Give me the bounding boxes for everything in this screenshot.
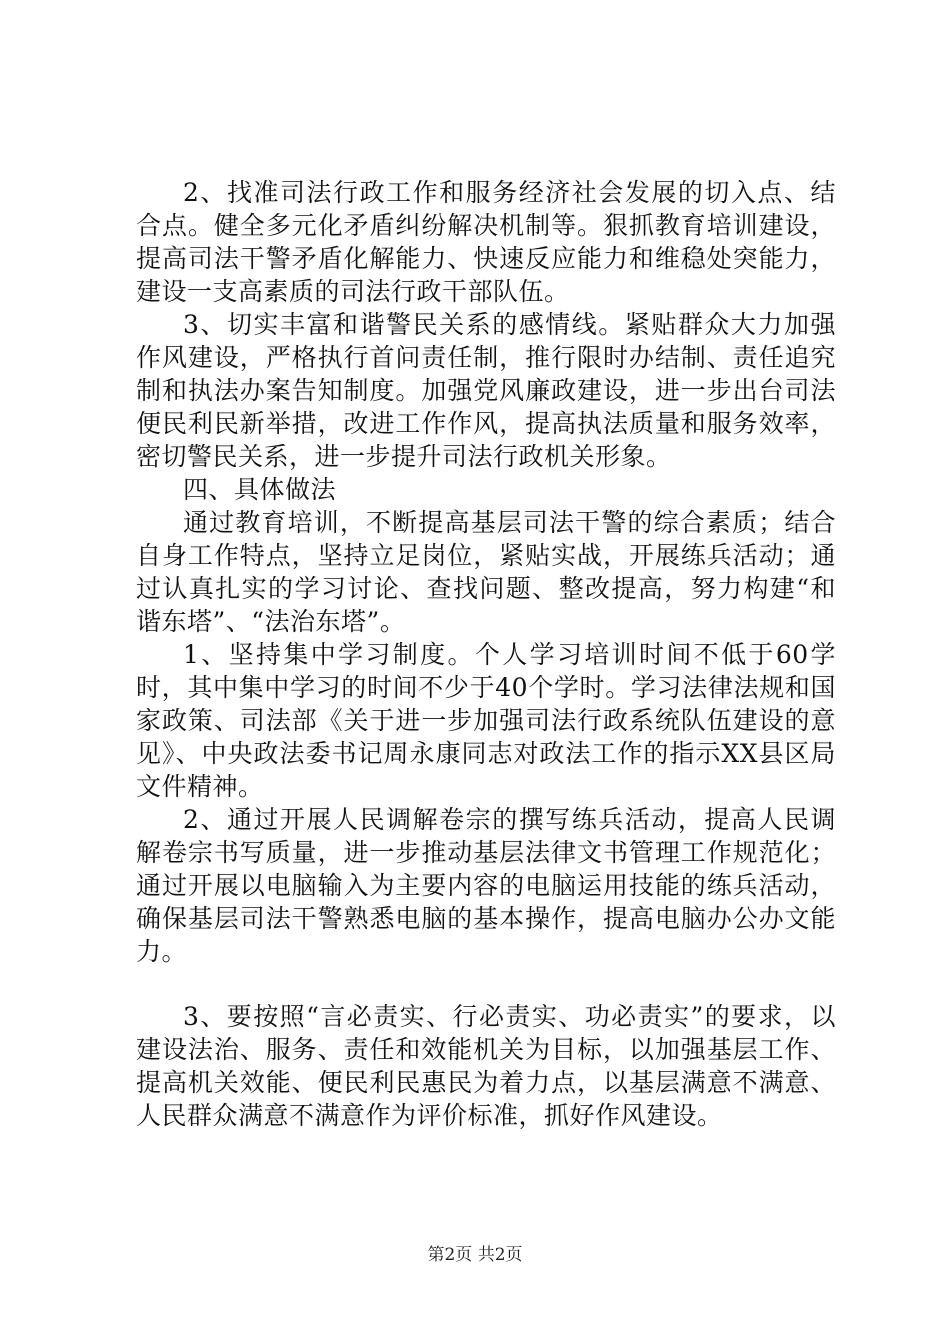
paragraph-training-intro: 通过教育培训，不断提高基层司法干警的综合素质；结合自身工作特点，坚持立足岗位，紧贴实战，开展练兵活动；通过认真扎实的学习讨论、查找问题、整改提高，努力构建“和谐东塔”、“法治东塔”。 <box>136 508 836 636</box>
page-number-footer: 第2页 共2页 <box>427 1245 523 1265</box>
paragraph-3-police-relations: 3、切实丰富和谐警民关系的感情线。紧贴群众大力加强作风建设，严格执行首问责任制，推行限时办结制、责任追究制和执法办案告知制度。加强党风廉政建设，进一步出台司法便民利民新举措，改进工作作风，提高执法质量和服务效率，密切警民关系，进一步提升司法行政机关形象。 <box>136 310 836 471</box>
paragraph-2-mediation-training: 2、通过开展人民调解卷宗的撰写练兵活动，提高人民调解卷宗书写质量，进一步推动基层法律文书管理工作规范化；通过开展以电脑输入为主要内容的电脑运用技能的练兵活动，确保基层司法干警熟悉电脑的基本操作，提高电脑办公办文能力。 <box>136 805 836 966</box>
paragraph-2-entry-point: 2、找准司法行政工作和服务经济社会发展的切入点、结合点。健全多元化矛盾纠纷解决机制等。狠抓教育培训建设，提高司法干警矛盾化解能力、快速反应能力和维稳处突能力，建设一支高素质的司法行政干部队伍。 <box>136 178 836 306</box>
paragraph-1-study-system: 1、坚持集中学习制度。个人学习培训时间不低于60学时，其中集中学习的时间不少于40个学时。学习法律法规和国家政策、司法部《关于进一步加强司法行政系统队伍建设的意见》、中央政法委书记周永康同志对政法工作的指示XX县区局文件精神。 <box>136 640 836 801</box>
section-heading-specific-methods: 四、具体做法 <box>183 475 337 504</box>
paragraph-spacer <box>136 968 836 1000</box>
paragraph-3-work-style: 3、要按照“言必责实、行必责实、功必责实”的要求，以建设法治、服务、责任和效能机关为目标，以加强基层工作、提高机关效能、便民利民惠民为着力点，以基层满意不满意、人民群众满意不满意作为评价标准，抓好作风建设。 <box>136 1002 836 1130</box>
document-body <box>136 176 836 1132</box>
